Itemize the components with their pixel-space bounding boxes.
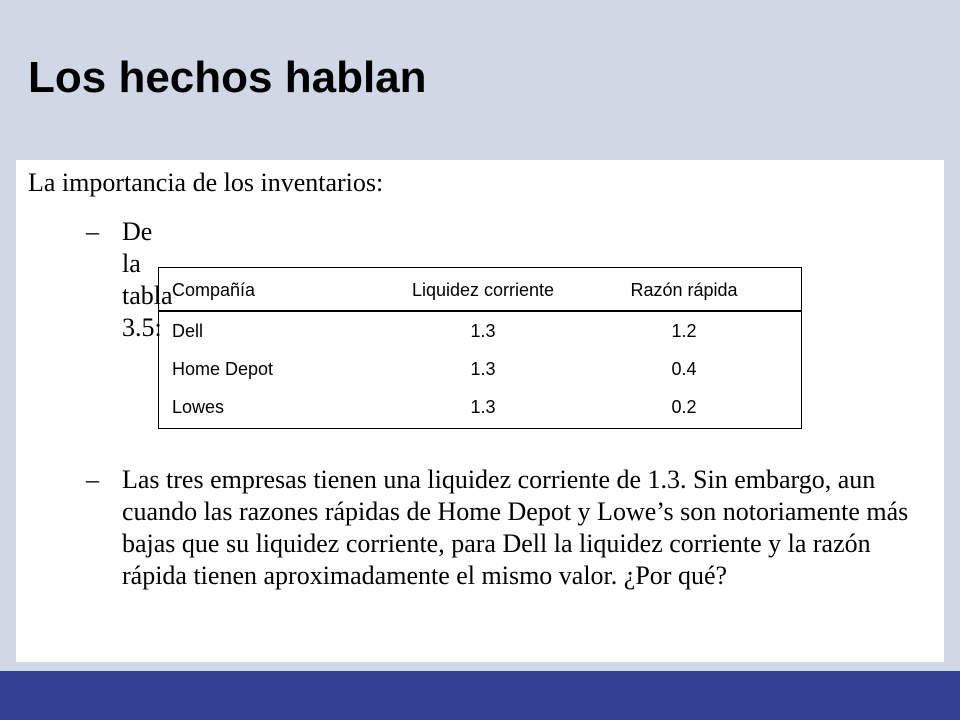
header-current-liquidity: Liquidez corriente	[411, 280, 555, 300]
dash-marker: –	[86, 465, 99, 494]
dash-marker: –	[86, 217, 99, 246]
ratios-table	[158, 267, 802, 429]
content-area	[16, 160, 944, 662]
table-row	[159, 350, 801, 388]
header-company: Compañía	[172, 280, 256, 300]
slide-title: Los hechos hablan	[28, 53, 427, 102]
cell-current-liquidity: 1.3	[470, 359, 496, 379]
table-header-row	[159, 268, 801, 312]
cell-quick-ratio: 0.2	[671, 397, 697, 417]
cell-current-liquidity: 1.3	[470, 321, 496, 341]
table-row	[159, 312, 801, 350]
footer-bar	[0, 671, 960, 720]
header-quick-ratio: Razón rápida	[630, 280, 738, 300]
cell-quick-ratio: 1.2	[671, 321, 697, 341]
main-bullet: La importancia de los inventarios:	[28, 168, 384, 197]
cell-company: Dell	[172, 321, 204, 341]
cell-company: Home Depot	[172, 359, 274, 379]
cell-current-liquidity: 1.3	[470, 397, 496, 417]
sub-bullet-text: Las tres empresas tienen una liquidez corriente de 1.3. Sin embargo, aun cuando las razones rápidas de Home Depot y Lowe’s son notoriamente más bajas que su liquidez corriente, para Dell la liquidez corriente y la razón rápida tienen aproximadamente el mismo valor. ¿Por qué?	[122, 465, 909, 590]
table-row	[159, 388, 801, 426]
cell-company: Lowes	[172, 397, 225, 417]
sub-bullet-text: De la tabla 3.5:	[122, 217, 173, 342]
cell-quick-ratio: 0.4	[671, 359, 697, 379]
